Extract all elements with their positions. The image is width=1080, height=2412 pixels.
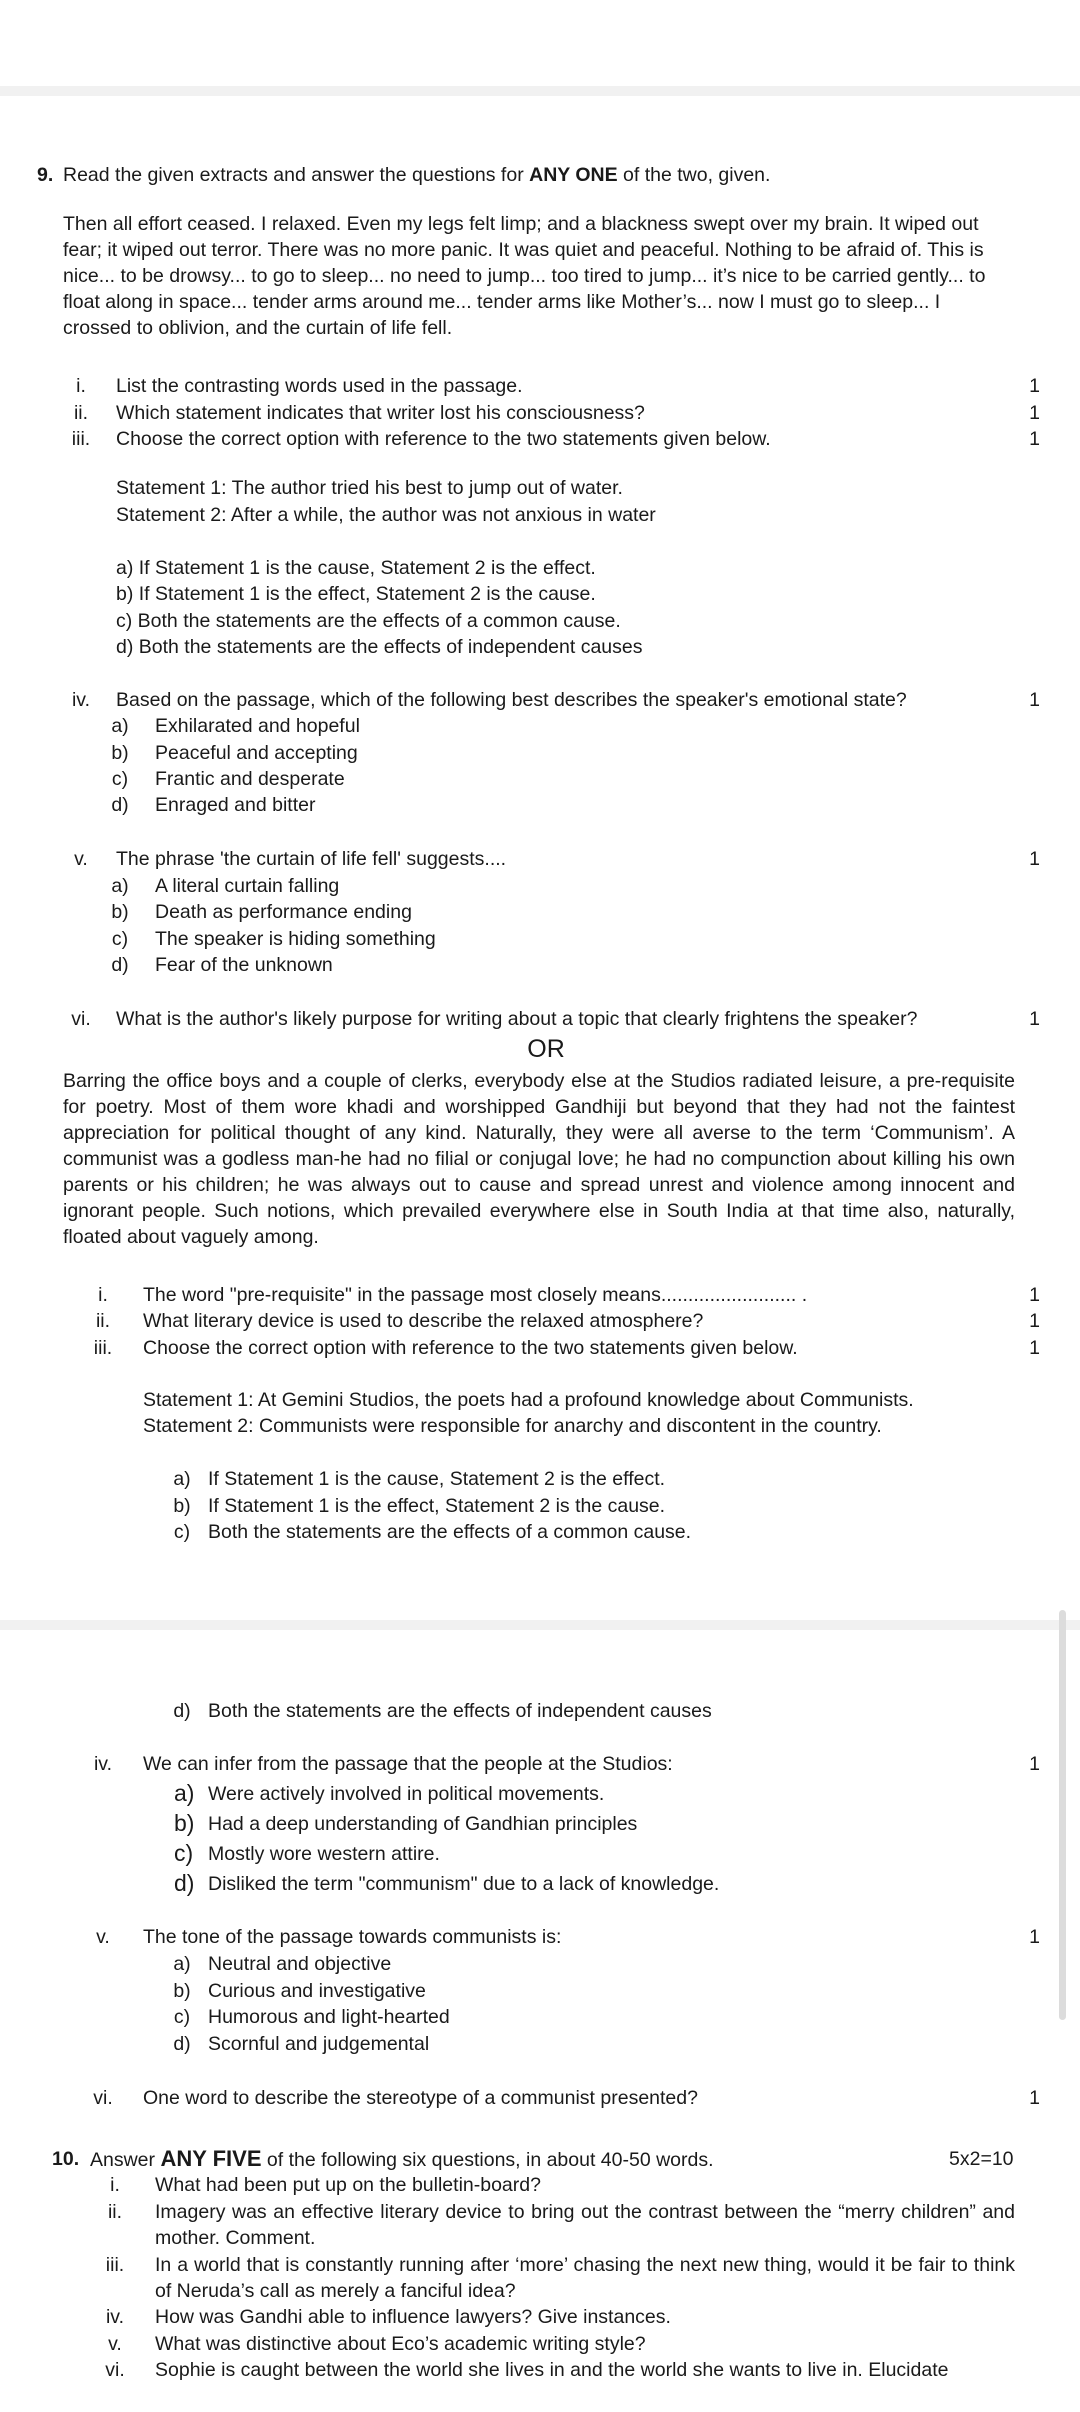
- q9-passage-2: Barring the office boys and a couple of clerks, everybody else at the Studios radiated leisure, a pre-requisite for poetry. Most of them wore khadi and worshipped Gandhiji but beyond that they had not the faintest appreciation for political thought of any kind. Naturally, they were all averse to the term ‘Communism’. A communist was a godless man-he had no filial or conjugal love; he had no compunction about killing his own parents or his children; he was always out to cause and spread unrest and violence among innocent and ignorant people. Such notions, which prevailed everywhere else in South India at that time also, naturally, floated about vaguely among.: [63, 1070, 1015, 1248]
- q9-2-statement-2: Statement 2: Communists were responsible for anarchy and discontent in the country.: [143, 1415, 882, 1437]
- q9-2-v-d-label: d): [173, 2033, 191, 2055]
- q9-2-iii-marks: 1: [1029, 1337, 1040, 1359]
- q9-2-iv-c-text: Mostly wore western attire.: [208, 1843, 440, 1865]
- q10-ii-num: ii.: [107, 2201, 123, 2223]
- q9-1-statement-2: Statement 2: After a while, the author was not anxious in water: [116, 504, 656, 526]
- q9-2-ii-num: ii.: [95, 1310, 111, 1332]
- q9-2-iv-b-label: b): [174, 1810, 195, 1836]
- q9-1-iv-c-text: Frantic and desperate: [155, 768, 345, 790]
- q9-2-iii-d-label: d): [173, 1700, 191, 1722]
- q9-2-ii-marks: 1: [1029, 1310, 1040, 1332]
- q9-2-v-d-text: Scornful and judgemental: [208, 2033, 430, 2055]
- q9-1-i-num: i.: [76, 375, 86, 397]
- q9-2-iii-b-text: If Statement 1 is the effect, Statement 2 is the cause.: [208, 1495, 666, 1517]
- q9-1-iv-d-label: d): [111, 794, 129, 816]
- q9-1-vi-text: What is the author's likely purpose for writing about a topic that clearly frightens the speaker?: [116, 1008, 918, 1030]
- q9-1-option-b: b) If Statement 1 is the effect, Statement 2 is the cause.: [116, 583, 596, 605]
- q9-2-iii-a-label: a): [173, 1468, 191, 1490]
- q9-1-option-c: c) Both the statements are the effects of a common cause.: [116, 610, 621, 632]
- q9-1-iv-c-label: c): [111, 768, 129, 790]
- q9-2-v-a-text: Neutral and objective: [208, 1953, 392, 1975]
- q10-iii-text: In a world that is constantly running after ‘more’ chasing the next new thing, would it be fair to think of Neruda’s call as merely a fanciful idea?: [155, 2254, 1015, 2302]
- q10-i-num: i.: [110, 2174, 120, 2196]
- q9-1-vi-num: vi.: [71, 1008, 91, 1030]
- q9-2-iv-text: We can infer from the passage that the people at the Studios:: [143, 1753, 673, 1775]
- q9-1-iv-marks: 1: [1029, 689, 1040, 711]
- q9-2-v-c-text: Humorous and light-hearted: [208, 2006, 450, 2028]
- q9-2-v-marks: 1: [1029, 1926, 1040, 1948]
- q9-1-iv-text: Based on the passage, which of the following best describes the speaker's emotional state?: [116, 689, 907, 711]
- q10-v-text: What was distinctive about Eco’s academic writing style?: [155, 2333, 646, 2355]
- q9-2-vi-text: One word to describe the stereotype of a communist presented?: [143, 2087, 698, 2109]
- q9-1-statement-1: Statement 1: The author tried his best to jump out of water.: [116, 477, 623, 499]
- q9-1-ii-marks: 1: [1029, 402, 1040, 424]
- q9-1-v-a-label: a): [111, 875, 129, 897]
- q9-2-iii-d-text: Both the statements are the effects of independent causes: [208, 1700, 712, 1722]
- q9-1-v-c-text: The speaker is hiding something: [155, 928, 436, 950]
- q9-2-iii-c-text: Both the statements are the effects of a common cause.: [208, 1521, 692, 1543]
- q9-2-iii-num: iii.: [93, 1337, 113, 1359]
- q10-ii-text: Imagery was an effective literary device to bring out the contrast between the “merry children” and mother. Comment.: [155, 2201, 1015, 2249]
- q9-passage-1: Then all effort ceased. I relaxed. Even my legs felt limp; and a blackness swept over my brain. It wiped out fear; it wiped out terror. There was no more panic. It was quiet and peaceful. Nothing to be afraid of. This is nice... to be drowsy... to go to sleep... no need to jump... too tired to jump... it’s nice to be carried gently... to float along in space... tender arms around me... tender arms like Mother’s... now I must go to sleep... I crossed to oblivion, and the curtain of life fell.: [63, 213, 986, 339]
- q9-1-ii-text: Which statement indicates that writer lost his consciousness?: [116, 402, 645, 424]
- q9-2-v-b-label: b): [173, 1980, 191, 2002]
- q9-1-v-c-label: c): [111, 928, 129, 950]
- q9-1-v-a-text: A literal curtain falling: [155, 875, 340, 897]
- q9-1-vi-marks: 1: [1029, 1008, 1040, 1030]
- scrollbar[interactable]: [1059, 1610, 1066, 2020]
- q10-i-text: What had been put up on the bulletin-board?: [155, 2174, 541, 2196]
- q9-2-iv-a-label: a): [174, 1780, 195, 1806]
- q10-vi-num: vi.: [105, 2359, 125, 2381]
- q9-1-v-text: The phrase 'the curtain of life fell' suggests....: [116, 848, 507, 870]
- q9-1-v-d-text: Fear of the unknown: [155, 954, 333, 976]
- q9-2-v-b-text: Curious and investigative: [208, 1980, 426, 2002]
- q9-2-iii-b-label: b): [173, 1495, 191, 1517]
- q9-1-iv-b-text: Peaceful and accepting: [155, 742, 358, 764]
- q9-1-iv-b-label: b): [111, 742, 129, 764]
- q9-number: 9.: [37, 164, 54, 186]
- q9-1-v-marks: 1: [1029, 848, 1040, 870]
- q9-1-i-marks: 1: [1029, 375, 1040, 397]
- page-gap-top: [0, 86, 1080, 96]
- q9-1-v-b-label: b): [111, 901, 129, 923]
- q9-2-i-num: i.: [98, 1284, 108, 1306]
- page-gap-middle: [0, 1620, 1080, 1630]
- q10-iii-num: iii.: [105, 2254, 125, 2276]
- q9-2-iv-b-text: Had a deep understanding of Gandhian principles: [208, 1813, 638, 1835]
- q9-2-iii-text: Choose the correct option with reference to the two statements given below.: [143, 1337, 798, 1359]
- q9-1-i-text: List the contrasting words used in the passage.: [116, 375, 523, 397]
- q9-2-i-text: The word "pre-requisite" in the passage most closely means......................... .: [143, 1284, 808, 1306]
- q9-1-v-d-label: d): [111, 954, 129, 976]
- q9-2-iv-d-text: Disliked the term "communism" due to a lack of knowledge.: [208, 1873, 720, 1895]
- q9-2-v-num: v.: [96, 1926, 110, 1948]
- q9-2-iv-c-label: c): [174, 1840, 194, 1866]
- q9-2-vi-marks: 1: [1029, 2087, 1040, 2109]
- q10-number: 10.: [52, 2148, 80, 2170]
- q9-2-iv-num: iv.: [93, 1753, 113, 1775]
- q9-1-v-num: v.: [74, 848, 88, 870]
- q9-1-iii-text: Choose the correct option with reference to the two statements given below.: [116, 428, 771, 450]
- q9-2-v-c-label: c): [173, 2006, 191, 2028]
- q9-2-iv-marks: 1: [1029, 1753, 1040, 1775]
- q9-2-vi-num: vi.: [93, 2087, 113, 2109]
- q10-vi-text: Sophie is caught between the world she lives in and the world she wants to live in. Elucidate: [155, 2359, 949, 2381]
- q10-iv-text: How was Gandhi able to influence lawyers? Give instances.: [155, 2306, 671, 2328]
- q9-2-iii-a-text: If Statement 1 is the cause, Statement 2 is the effect.: [208, 1468, 666, 1490]
- q9-1-iv-a-text: Exhilarated and hopeful: [155, 715, 360, 737]
- q9-1-ii-num: ii.: [73, 402, 89, 424]
- q9-2-v-a-label: a): [173, 1953, 191, 1975]
- q9-1-iv-d-text: Enraged and bitter: [155, 794, 316, 816]
- q10-marks: 5x2=10: [949, 2148, 1014, 2170]
- q9-1-iii-marks: 1: [1029, 428, 1040, 450]
- q9-2-iv-d-label: d): [174, 1870, 195, 1896]
- or-separator: OR: [527, 1035, 565, 1063]
- q10-iv-num: iv.: [105, 2306, 125, 2328]
- q9-2-iii-c-label: c): [173, 1521, 191, 1543]
- q10-instruction: Answer ANY FIVE of the following six questions, in about 40-50 words.: [90, 2146, 714, 2171]
- q9-1-iv-num: iv.: [71, 689, 91, 711]
- q10-v-num: v.: [108, 2333, 122, 2355]
- q9-2-ii-text: What literary device is used to describe the relaxed atmosphere?: [143, 1310, 704, 1332]
- q9-instruction: Read the given extracts and answer the questions for ANY ONE of the two, given.: [63, 164, 771, 186]
- q9-2-i-marks: 1: [1029, 1284, 1040, 1306]
- q9-1-option-d: d) Both the statements are the effects of independent causes: [116, 636, 643, 658]
- q9-1-option-a: a) If Statement 1 is the cause, Statement 2 is the effect.: [116, 557, 596, 579]
- q9-1-iv-a-label: a): [111, 715, 129, 737]
- q9-1-iii-num: iii.: [71, 428, 91, 450]
- q9-2-statement-1: Statement 1: At Gemini Studios, the poets had a profound knowledge about Communists.: [143, 1389, 914, 1411]
- q9-2-v-text: The tone of the passage towards communists is:: [143, 1926, 562, 1948]
- q9-2-iv-a-text: Were actively involved in political movements.: [208, 1783, 605, 1805]
- q9-1-v-b-text: Death as performance ending: [155, 901, 412, 923]
